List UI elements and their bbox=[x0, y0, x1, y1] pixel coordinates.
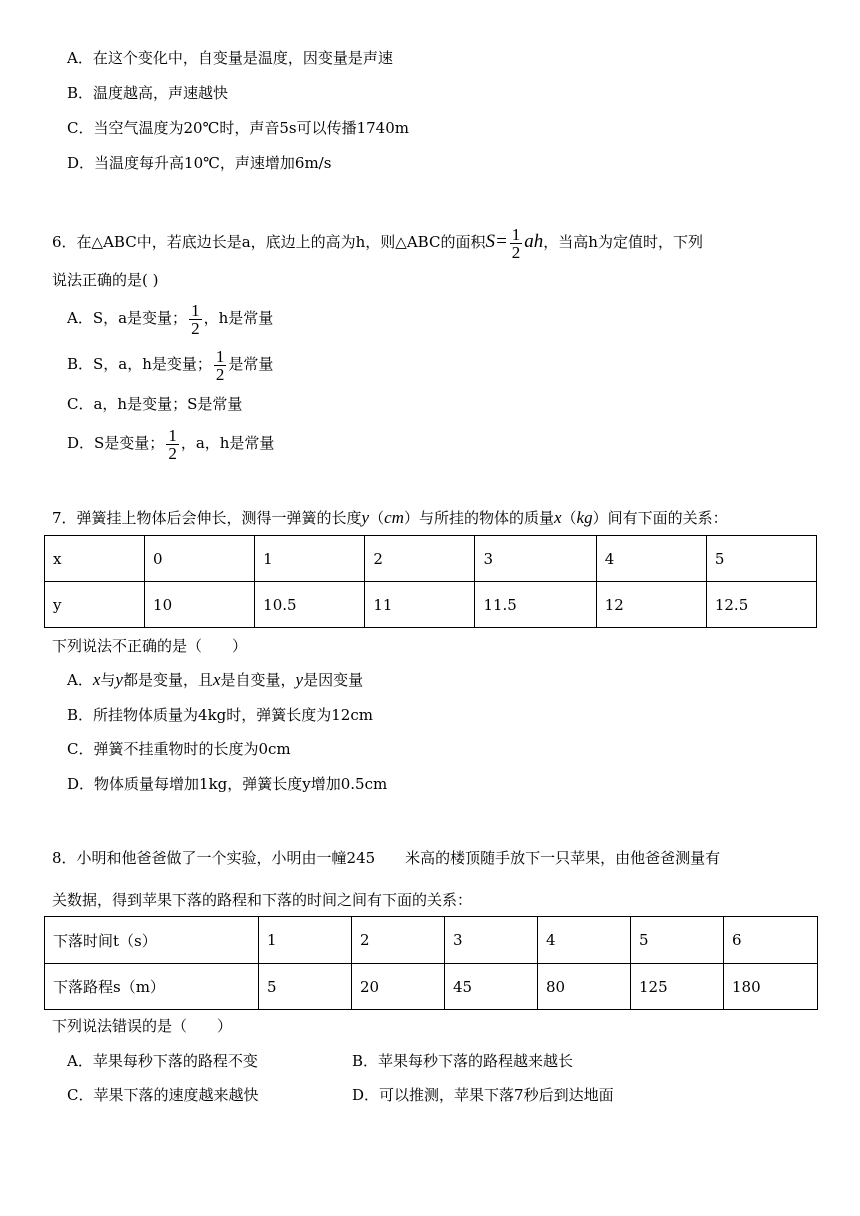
q7-option-c: C．弹簧不挂重物时的长度为0cm bbox=[67, 740, 291, 758]
q6-option-b-pre: B．S，a，h是变量； bbox=[67, 355, 212, 373]
table-cell: 10 bbox=[145, 582, 255, 628]
q7-option-a-x2: x bbox=[212, 670, 221, 689]
q8-stem-line1: 8．小明和他爸爸做了一个实验，小明由一幢245 米高的楼顶随手放下一只苹果，由他爸爸测量有 bbox=[52, 849, 721, 867]
table-row bbox=[45, 917, 818, 964]
q7-option-a-5: 是因变量 bbox=[303, 671, 364, 689]
q6-formula-ah: ah bbox=[524, 231, 544, 252]
q8-stem-line2: 关数据，得到苹果下落的路程和下落的时间之间有下面的关系： bbox=[52, 891, 473, 909]
fraction-numerator: 1 bbox=[168, 425, 177, 445]
table-cell: 下落时间t（s） bbox=[45, 917, 259, 964]
q6-option-a-fraction bbox=[189, 302, 202, 337]
table-cell: 5 bbox=[259, 964, 352, 1010]
q6-option-a bbox=[67, 298, 273, 338]
q7-paren-close-2: ） bbox=[592, 509, 608, 527]
q6-formula-eq: = bbox=[494, 231, 508, 252]
table-cell: x bbox=[45, 536, 145, 582]
table-row bbox=[45, 536, 817, 582]
q7-var-y: y bbox=[361, 508, 370, 527]
q7-option-a-y2: y bbox=[295, 670, 304, 689]
fraction-denominator: 2 bbox=[191, 318, 200, 338]
q7-option-b: B．所挂物体质量为4kg时，弹簧长度为12cm bbox=[67, 706, 373, 724]
fraction-denominator: 2 bbox=[511, 242, 521, 262]
table-cell: 6 bbox=[724, 917, 818, 964]
fraction-numerator: 1 bbox=[511, 224, 521, 244]
q7-unit-cm: cm bbox=[384, 508, 404, 527]
q7-option-a-y: y bbox=[115, 670, 123, 689]
fraction-numerator: 1 bbox=[215, 346, 225, 366]
q6-option-d-fraction bbox=[166, 427, 179, 462]
table-cell: 3 bbox=[475, 536, 596, 582]
q6-option-a-post: ，h是常量 bbox=[203, 309, 274, 327]
table-cell: 5 bbox=[631, 917, 724, 964]
table-cell: 0 bbox=[145, 536, 255, 582]
q6-option-b-post: 是常量 bbox=[228, 355, 274, 373]
q7-question: 下列说法不正确的是（ ） bbox=[52, 637, 248, 655]
q7-unit-kg: kg bbox=[576, 508, 593, 527]
table-cell: 下落路程s（m） bbox=[45, 964, 259, 1010]
q7-option-a-x: x bbox=[92, 670, 101, 689]
q7-stem-1: 7．弹簧挂上物体后会伸长，测得一弹簧的长度 bbox=[52, 509, 362, 527]
q6-option-d-pre: D．S是变量； bbox=[67, 434, 165, 452]
q6-formula-fraction bbox=[510, 226, 523, 261]
q7-paren-close: ） bbox=[403, 509, 419, 527]
table-cell: 10.5 bbox=[255, 582, 365, 628]
table-cell: 11.5 bbox=[475, 582, 596, 628]
q6-option-b bbox=[67, 344, 273, 384]
q7-paren-open: （ bbox=[369, 509, 385, 527]
q6-formula-s: S bbox=[485, 231, 495, 252]
q7-option-a-2: 与 bbox=[100, 671, 116, 689]
table-cell: 12.5 bbox=[706, 582, 816, 628]
table-cell: 5 bbox=[706, 536, 816, 582]
fraction-denominator: 2 bbox=[215, 364, 225, 384]
q7-option-d: D．物体质量每增加1kg，弹簧长度y增加0.5cm bbox=[67, 775, 388, 793]
table-cell: 11 bbox=[365, 582, 475, 628]
q6-stem bbox=[52, 222, 703, 262]
q6-option-c: C．a，h是变量；S是常量 bbox=[67, 395, 243, 413]
q7-paren-open-2: （ bbox=[561, 509, 577, 527]
q7-table bbox=[44, 535, 817, 628]
table-cell: 2 bbox=[365, 536, 475, 582]
q6-option-d-post: ，a，h是常量 bbox=[180, 434, 275, 452]
table-cell: 3 bbox=[445, 917, 538, 964]
q6-stem-pre: 6．在△ABC中，若底边长是a，底边上的高为h，则△ABC的面积 bbox=[52, 233, 486, 251]
table-cell: 125 bbox=[631, 964, 724, 1010]
q8-question: 下列说法错误的是（ ） bbox=[52, 1017, 233, 1035]
table-cell: 20 bbox=[352, 964, 445, 1010]
table-cell: 45 bbox=[445, 964, 538, 1010]
q7-var-x: x bbox=[553, 508, 562, 527]
q8-option-b: B．苹果每秒下落的路程越来越长 bbox=[352, 1052, 574, 1070]
table-cell: 80 bbox=[538, 964, 631, 1010]
q7-option-a-1: A． bbox=[67, 671, 93, 689]
fraction-denominator: 2 bbox=[168, 443, 177, 463]
q6-stem-line2: 说法正确的是( ) bbox=[52, 271, 159, 289]
q8-option-d: D．可以推测，苹果下落7秒后到达地面 bbox=[352, 1086, 614, 1104]
fraction-numerator: 1 bbox=[191, 300, 200, 320]
table-cell: 4 bbox=[596, 536, 706, 582]
table-cell: 4 bbox=[538, 917, 631, 964]
q6-option-d bbox=[67, 423, 274, 463]
q8-option-c: C．苹果下落的速度越来越快 bbox=[67, 1086, 259, 1104]
q7-option-a-3: 都是变量，且 bbox=[122, 671, 213, 689]
table-row bbox=[45, 582, 817, 628]
table-cell: 12 bbox=[596, 582, 706, 628]
q8-table bbox=[44, 916, 818, 1010]
q6-option-a-pre: A．S，a是变量； bbox=[67, 309, 188, 327]
q6-stem-post: ，当高h为定值时，下列 bbox=[543, 233, 703, 251]
q7-stem-3: 间有下面的关系： bbox=[607, 509, 728, 527]
q5-option-d: D．当温度每升高10℃，声速增加6m/s bbox=[67, 154, 332, 172]
table-cell: 180 bbox=[724, 964, 818, 1010]
table-cell: 1 bbox=[255, 536, 365, 582]
q5-option-b: B．温度越高，声速越快 bbox=[67, 84, 229, 102]
q7-option-a bbox=[67, 670, 363, 690]
q6-option-b-fraction bbox=[214, 348, 227, 383]
q7-stem-2: 与所挂的物体的质量 bbox=[418, 509, 554, 527]
q5-option-c: C．当空气温度为20℃时，声音5s可以传播1740m bbox=[67, 119, 409, 137]
table-cell: 1 bbox=[259, 917, 352, 964]
q5-option-a: A．在这个变化中，自变量是温度，因变量是声速 bbox=[67, 49, 393, 67]
q8-option-a: A．苹果每秒下落的路程不变 bbox=[67, 1052, 258, 1070]
q7-stem bbox=[52, 508, 728, 528]
table-cell: 2 bbox=[352, 917, 445, 964]
q7-option-a-4: 是自变量， bbox=[220, 671, 296, 689]
table-cell: y bbox=[45, 582, 145, 628]
table-row bbox=[45, 964, 818, 1010]
